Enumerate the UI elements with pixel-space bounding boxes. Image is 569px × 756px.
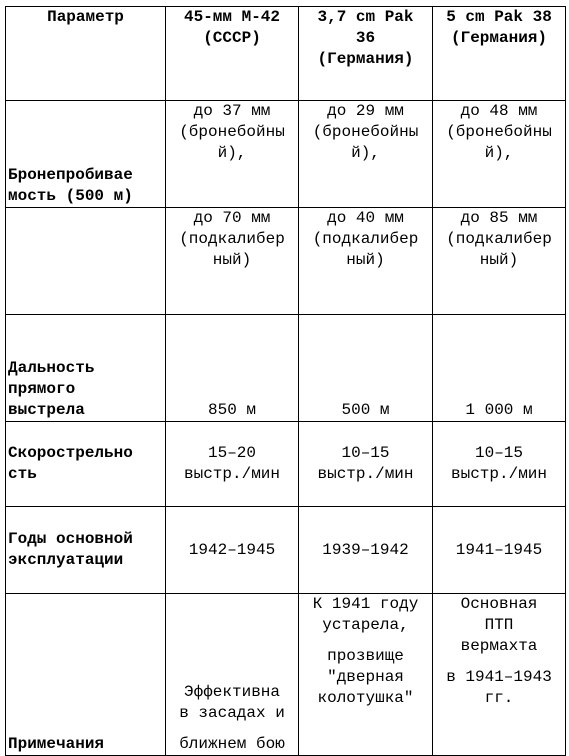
row-label-line: Скорострельно xyxy=(8,444,133,462)
cell-pak36-range: 500 м xyxy=(299,315,433,422)
row-label-line: Бронепробивае xyxy=(8,166,133,184)
row-label-line: мость (500 м) xyxy=(8,187,133,205)
cell-line: (бронебойны xyxy=(179,123,285,141)
header-cell-pak36 xyxy=(299,7,433,101)
row-label-notes: Примечания xyxy=(6,594,166,756)
row-label-range xyxy=(6,315,166,422)
cell-line: ный) xyxy=(212,251,252,269)
table-row-penetration-apcr xyxy=(6,208,566,315)
cell-line: й), xyxy=(217,144,247,162)
cell-pak38-years: 1941–1945 xyxy=(433,507,566,594)
header-pak38-line: (Германия) xyxy=(450,29,547,47)
row-label-rate xyxy=(6,422,166,507)
cell-line: гг. xyxy=(484,689,514,707)
row-label-line: Дальность xyxy=(8,359,95,377)
cell-pak38-notes xyxy=(433,594,566,756)
cell-pak36-notes xyxy=(299,594,433,756)
header-pak36-line: 3,7 cm Pak xyxy=(317,8,414,26)
cell-line: 10–15 xyxy=(474,444,523,462)
row-label-line: прямого xyxy=(8,380,76,398)
header-cell-m42 xyxy=(166,7,299,101)
row-label-line: сть xyxy=(8,465,37,483)
row-label-line: выстрела xyxy=(8,401,85,419)
header-m42-line: (СССР) xyxy=(203,29,261,47)
table-row-rate xyxy=(6,422,566,507)
row-label-penetration xyxy=(6,101,166,208)
cell-pak38-penetration-ap xyxy=(433,101,566,208)
cell-line: 15–20 xyxy=(207,444,256,462)
header-row xyxy=(6,7,566,101)
cell-m42-range: 850 м xyxy=(166,315,299,422)
row-label-empty xyxy=(6,208,166,315)
cell-line: до 29 мм xyxy=(327,102,404,120)
cell-line: (подкалибер xyxy=(312,230,419,248)
cell-pak38-range: 1 000 м xyxy=(433,315,566,422)
header-cell-param xyxy=(6,7,166,101)
cell-line: до 85 мм xyxy=(460,209,538,227)
row-label-line: эксплуатации xyxy=(8,551,124,569)
table-row-range xyxy=(6,315,566,422)
cell-line: выстр./мин xyxy=(450,465,547,483)
cell-line: выстр./мин xyxy=(183,465,280,483)
cell-pak36-penetration-apcr xyxy=(299,208,433,315)
cell-line: К 1941 году xyxy=(312,595,419,613)
cell-m42-notes xyxy=(166,594,299,756)
cell-line: (подкалибер xyxy=(446,230,552,248)
header-m42-line: 45-мм М-42 xyxy=(183,8,280,26)
header-cell-pak38 xyxy=(433,7,566,101)
cell-m42-penetration-ap xyxy=(166,101,299,208)
table-row-penetration-ap xyxy=(6,101,566,208)
cell-pak36-rate xyxy=(299,422,433,507)
cell-line: й), xyxy=(351,144,380,162)
cell-line: "дверная xyxy=(327,668,404,686)
cell-line: вермахта xyxy=(460,637,538,655)
cell-line: (подкалибер xyxy=(179,230,285,248)
cell-line: колотушка" xyxy=(317,689,414,707)
cell-line: й), xyxy=(484,144,514,162)
table-row-notes xyxy=(6,594,566,756)
cell-line: в засадах и xyxy=(179,704,285,722)
cell-m42-penetration-apcr xyxy=(166,208,299,315)
header-param-text: Параметр xyxy=(47,8,124,26)
cell-line: ный) xyxy=(479,251,519,269)
cell-pak36-years: 1939–1942 xyxy=(299,507,433,594)
cell-pak38-penetration-apcr xyxy=(433,208,566,315)
cell-line: выстр./мин xyxy=(317,465,414,483)
comparison-table xyxy=(5,6,566,756)
cell-line: до 40 мм xyxy=(327,209,404,227)
cell-line: Основная xyxy=(460,595,538,613)
cell-line: (бронебойны xyxy=(446,123,552,141)
row-label-line: Годы основной xyxy=(8,530,133,548)
header-pak36-line: 36 xyxy=(355,29,376,47)
cell-line: (бронебойны xyxy=(312,123,419,141)
cell-m42-years: 1942–1945 xyxy=(166,507,299,594)
table-row-years xyxy=(6,507,566,594)
cell-line: Эффективна xyxy=(183,683,280,701)
cell-line: ный) xyxy=(346,251,385,269)
header-pak36-line: (Германия) xyxy=(317,50,414,68)
cell-line: до 37 мм xyxy=(193,102,271,120)
cell-line: в 1941–1943 xyxy=(446,668,552,686)
cell-line: прозвище xyxy=(327,647,404,665)
row-label-years xyxy=(6,507,166,594)
cell-line: ПТП xyxy=(484,616,514,634)
cell-m42-rate xyxy=(166,422,299,507)
cell-pak36-penetration-ap xyxy=(299,101,433,208)
cell-line: ближнем бою xyxy=(179,735,285,753)
cell-line: 10–15 xyxy=(341,444,390,462)
cell-line: до 48 мм xyxy=(460,102,538,120)
cell-line: устарела, xyxy=(322,616,409,634)
cell-line: до 70 мм xyxy=(193,209,271,227)
header-pak38-line: 5 cm Pak 38 xyxy=(446,8,552,26)
cell-pak38-rate xyxy=(433,422,566,507)
